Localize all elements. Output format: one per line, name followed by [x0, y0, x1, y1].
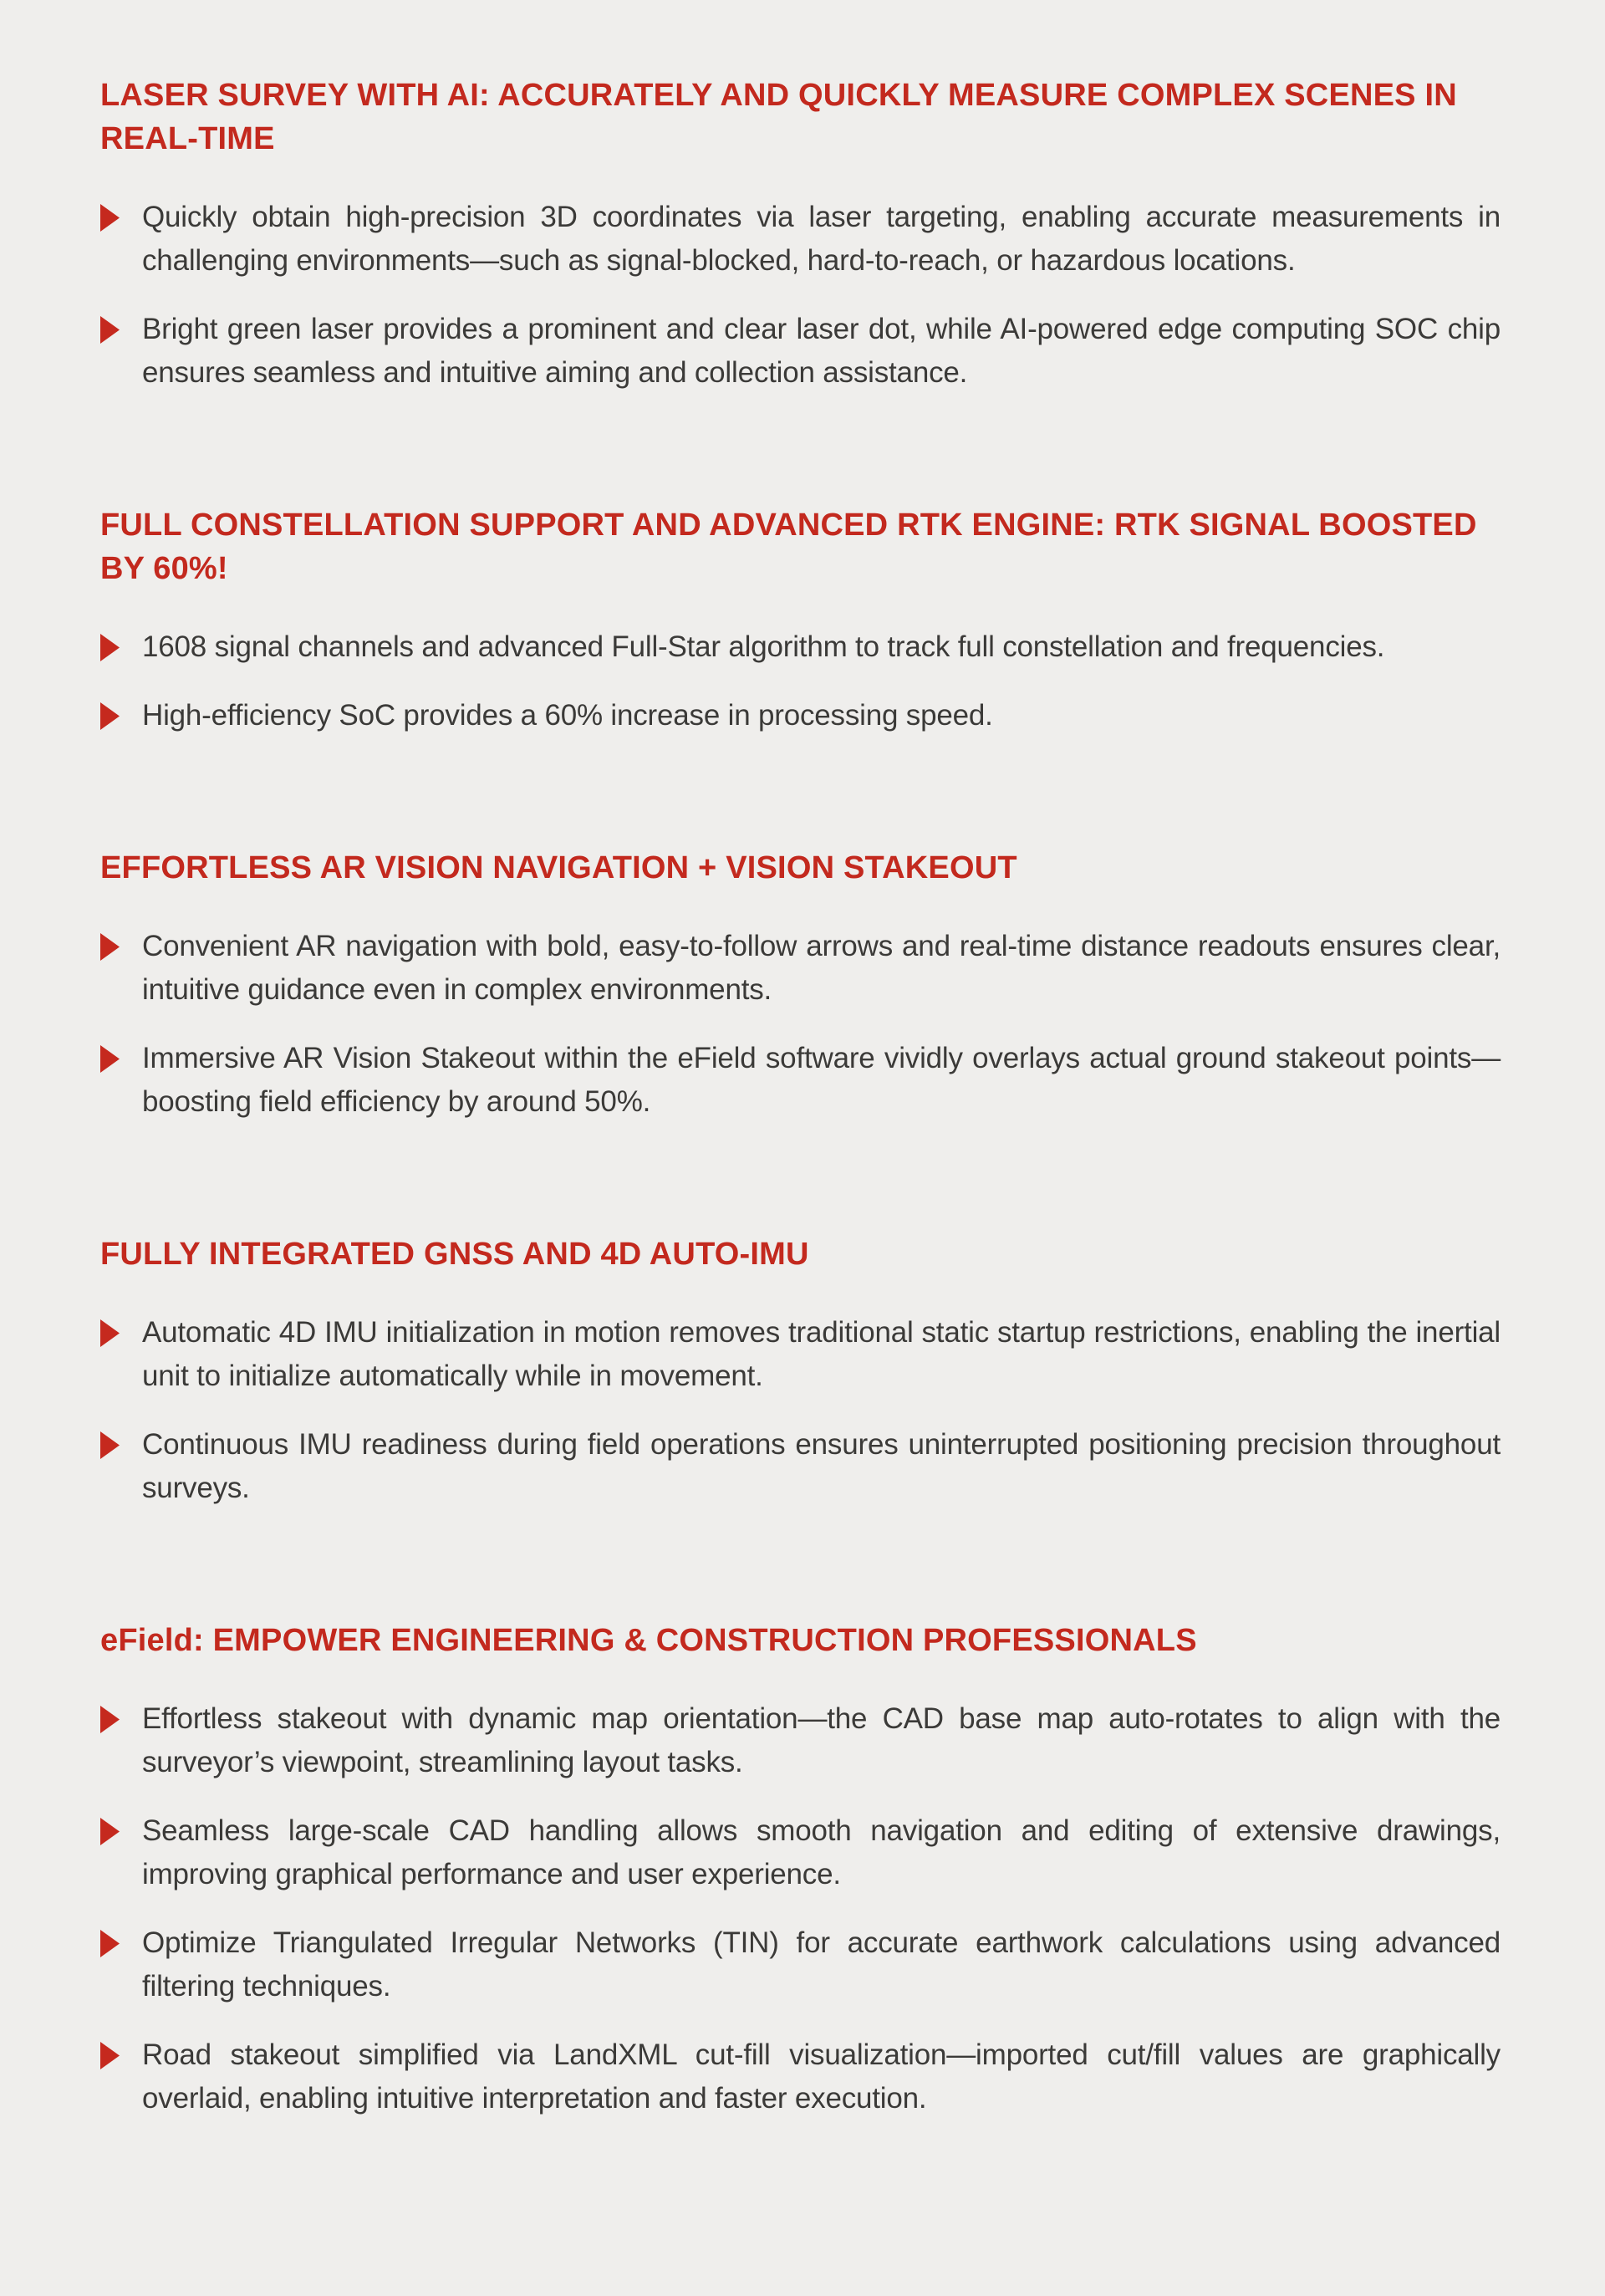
bullet-item — [100, 1037, 1501, 1124]
bullet-item — [100, 1311, 1501, 1398]
triangle-bullet-icon — [100, 1311, 142, 1355]
triangle-bullet-icon — [100, 625, 142, 669]
section-ar-vision — [100, 846, 1501, 1124]
bullet-item — [100, 625, 1501, 669]
section-heading: LASER SURVEY WITH AI: ACCURATELY AND QUICKLY MEASURE COMPLEX SCENES IN REAL-TIME — [100, 78, 1457, 156]
section-heading: FULL CONSTELLATION SUPPORT AND ADVANCED RTK ENGINE: RTK SIGNAL BOOSTED BY 60%! — [100, 508, 1477, 586]
bullet-text: High-efficiency SoC provides a 60% increase in processing speed. — [142, 699, 993, 732]
triangle-bullet-icon — [100, 1921, 142, 1965]
bullet-item — [100, 1423, 1501, 1510]
bullet-item — [100, 925, 1501, 1012]
bullet-text: 1608 signal channels and advanced Full-Star algorithm to track full constellation and frequencies. — [142, 630, 1385, 663]
triangle-bullet-icon — [100, 1037, 142, 1080]
triangle-bullet-icon — [100, 308, 142, 351]
bullet-text: Continuous IMU readiness during field operations ensures uninterrupted positioning precision throughout surveys. — [142, 1428, 1501, 1504]
bullet-text: Effortless stakeout with dynamic map orientation—the CAD base map auto-rotates to align with the surveyor’s viewpoint, streamlining layout tasks. — [142, 1702, 1501, 1778]
bullet-item — [100, 1809, 1501, 1896]
bullet-item — [100, 196, 1501, 283]
section-laser-survey — [100, 74, 1501, 395]
bullet-item — [100, 308, 1501, 395]
bullet-text: Immersive AR Vision Stakeout within the eField software vividly overlays actual ground stakeout points—boosting field efficiency by around 50%. — [142, 1042, 1501, 1118]
bullet-item — [100, 2033, 1501, 2120]
triangle-bullet-icon — [100, 694, 142, 737]
section-heading: FULLY INTEGRATED GNSS AND 4D AUTO-IMU — [100, 1237, 809, 1272]
section-heading: eField: EMPOWER ENGINEERING & CONSTRUCTION PROFESSIONALS — [100, 1623, 1197, 1658]
triangle-bullet-icon — [100, 1423, 142, 1467]
bullet-text: Automatic 4D IMU initialization in motion removes traditional static startup restrictions, enabling the inertial unit to initialize automatically while in movement. — [142, 1316, 1501, 1392]
section-heading: EFFORTLESS AR VISION NAVIGATION + VISION STAKEOUT — [100, 850, 1017, 885]
bullet-item — [100, 1921, 1501, 2008]
bullet-text: Road stakeout simplified via LandXML cut-fill visualization—imported cut/fill values are graphically overlaid, enabling intuitive interpretation and faster execution. — [142, 2038, 1501, 2115]
triangle-bullet-icon — [100, 925, 142, 968]
triangle-bullet-icon — [100, 1697, 142, 1741]
triangle-bullet-icon — [100, 2033, 142, 2077]
bullet-item — [100, 694, 1501, 737]
bullet-text: Bright green laser provides a prominent and clear laser dot, while AI-powered edge computing SOC chip ensures seamless and intuitive aiming and collection assistance. — [142, 313, 1501, 389]
bullet-text: Quickly obtain high-precision 3D coordinates via laser targeting, enabling accurate measurements in challenging environments—such as signal-blocked, hard-to-reach, or hazardous locations. — [142, 201, 1501, 277]
bullet-item — [100, 1697, 1501, 1784]
section-efield — [100, 1619, 1501, 2120]
bullet-text: Seamless large-scale CAD handling allows smooth navigation and editing of extensive drawings, improving graphical performance and user experience. — [142, 1814, 1501, 1890]
bullet-text: Convenient AR navigation with bold, easy-to-follow arrows and real-time distance readouts ensures clear, intuitive guidance even in complex environments. — [142, 930, 1501, 1006]
bullet-text: Optimize Triangulated Irregular Networks (TIN) for accurate earthwork calculations using advanced filtering techniques. — [142, 1926, 1501, 2003]
triangle-bullet-icon — [100, 196, 142, 239]
section-gnss-imu — [100, 1232, 1501, 1510]
triangle-bullet-icon — [100, 1809, 142, 1853]
section-constellation-rtk — [100, 503, 1501, 737]
